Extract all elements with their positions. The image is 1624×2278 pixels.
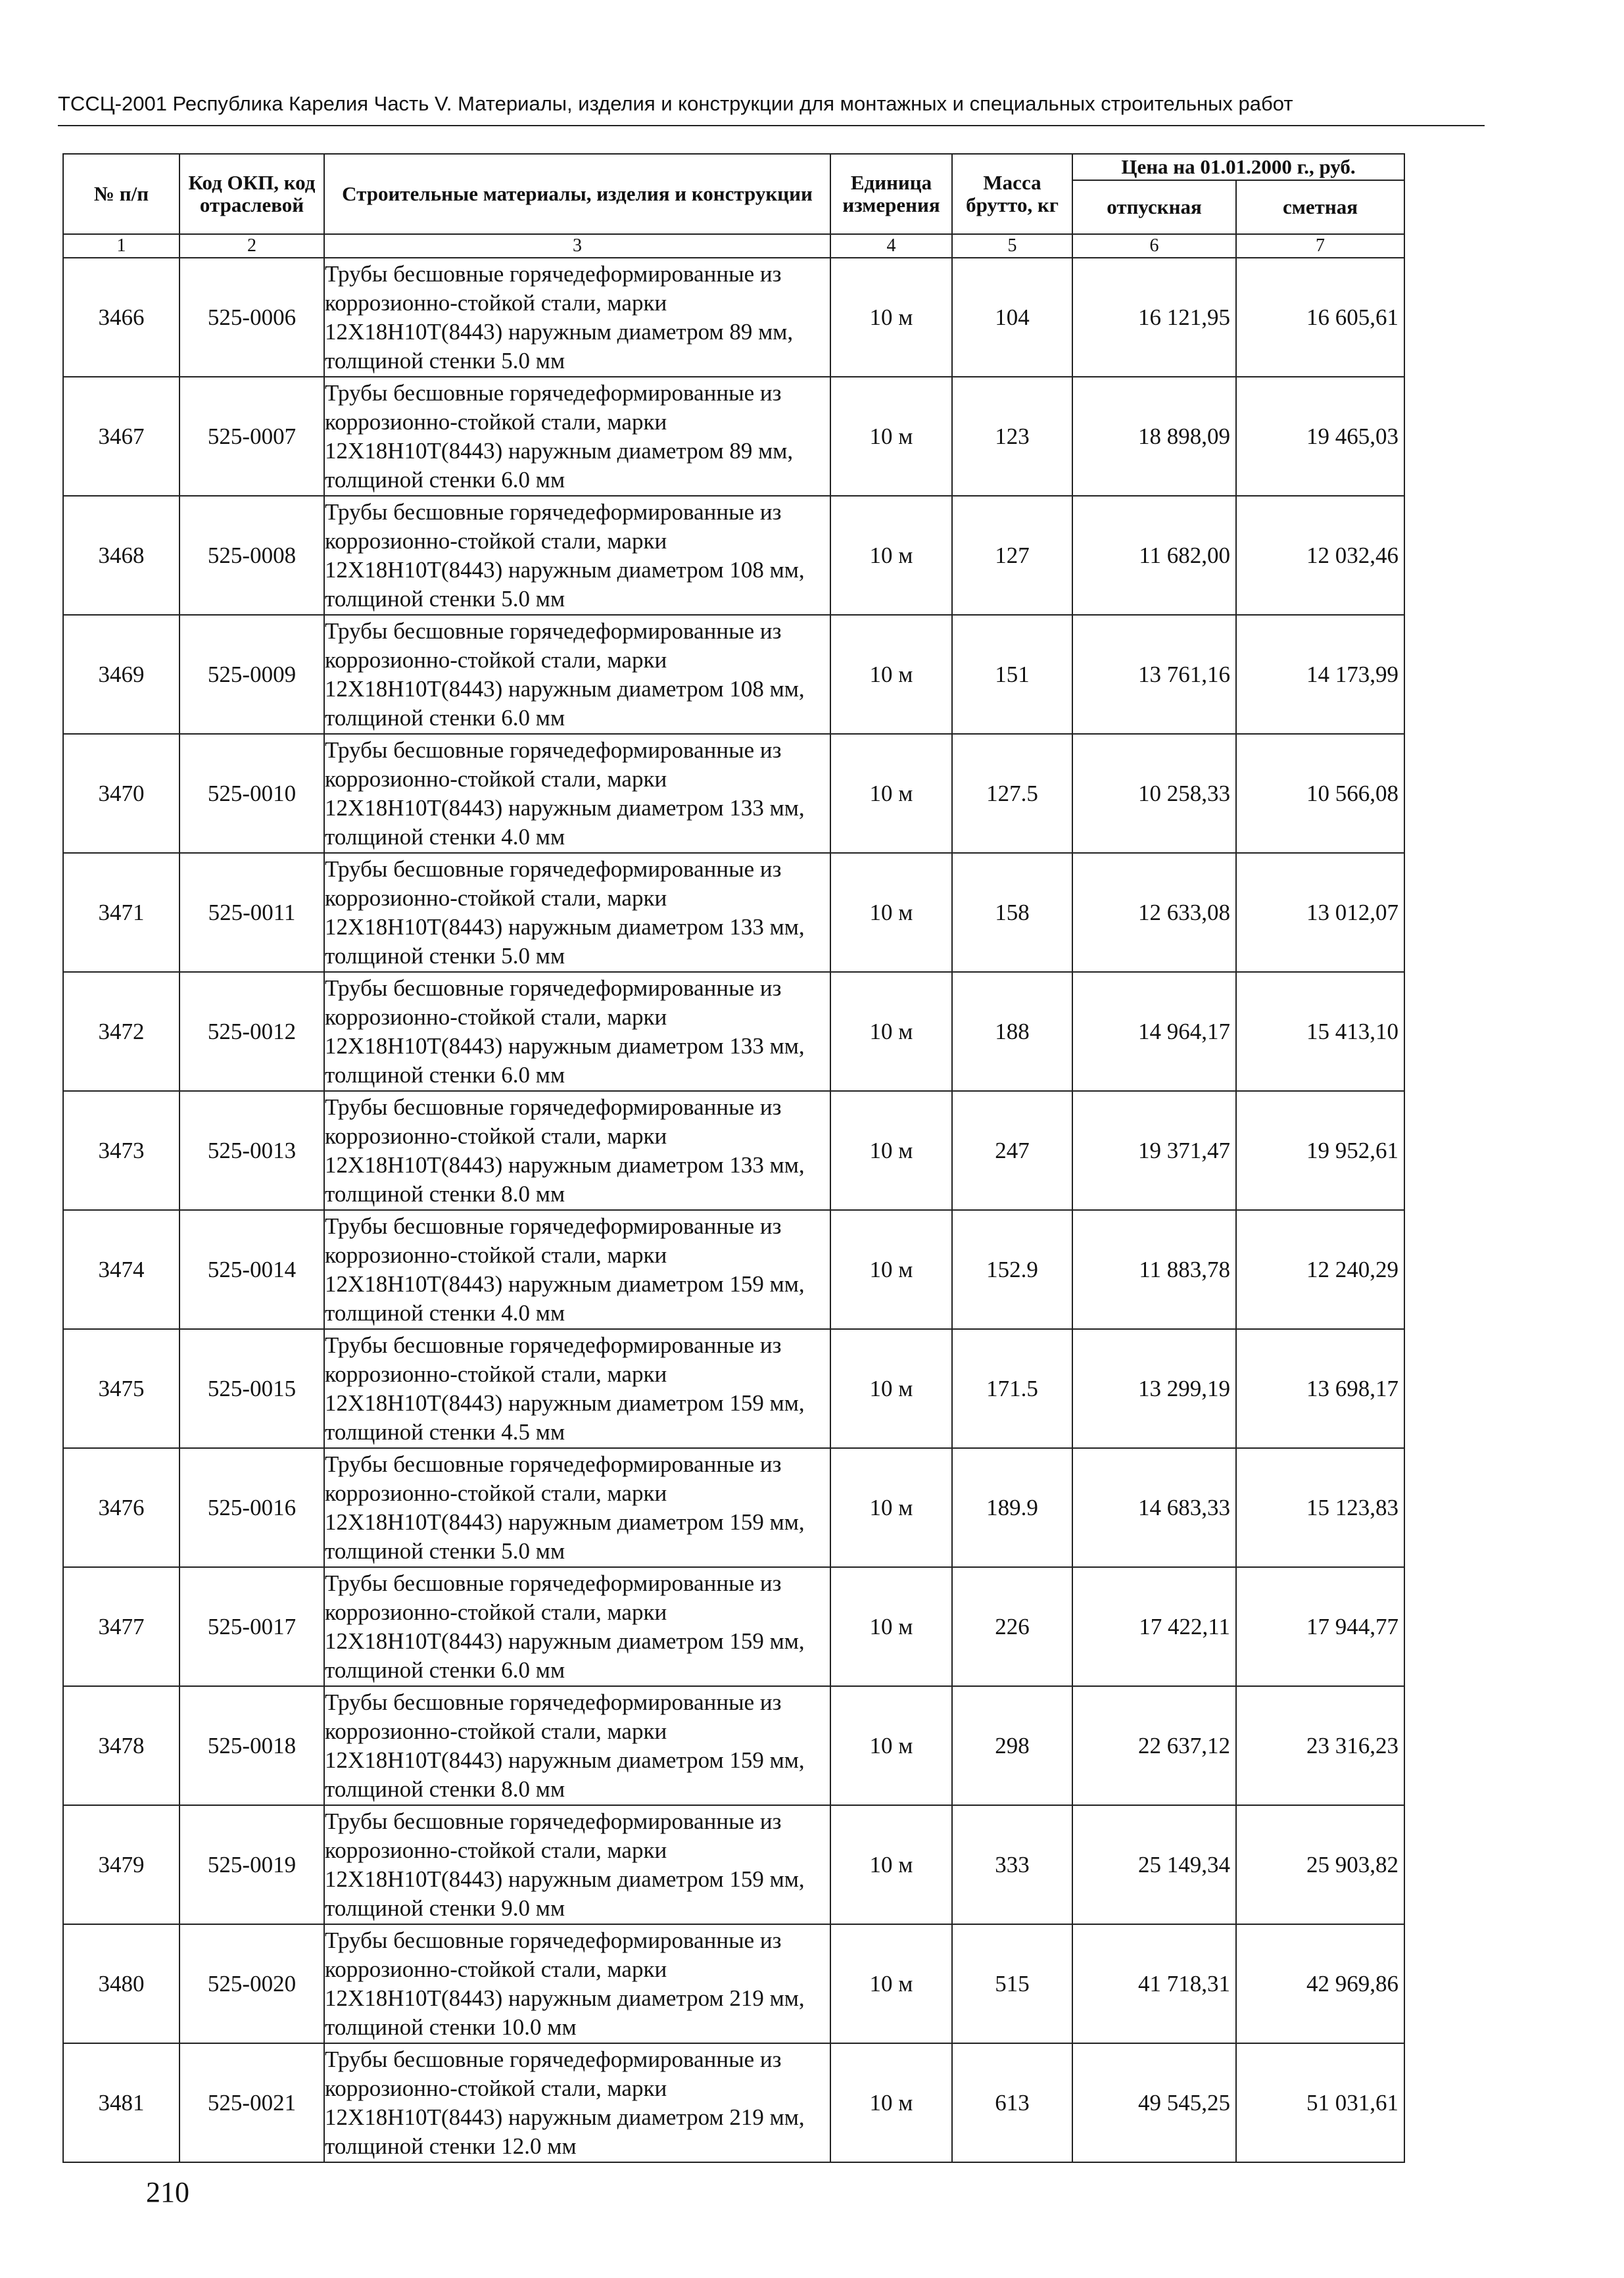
row-price-estimate: 13 698,17 bbox=[1236, 1329, 1404, 1448]
row-price-sale: 19 371,47 bbox=[1072, 1091, 1236, 1210]
row-unit: 10 м bbox=[830, 1448, 952, 1567]
row-price-estimate: 19 465,03 bbox=[1236, 377, 1404, 496]
row-code: 525-0020 bbox=[179, 1924, 324, 2043]
row-unit: 10 м bbox=[830, 1567, 952, 1686]
col-header-unit: Единица измерения bbox=[830, 154, 952, 234]
col-header-price-est: сметная bbox=[1236, 180, 1404, 234]
row-code: 525-0012 bbox=[179, 972, 324, 1091]
row-price-sale: 13 761,16 bbox=[1072, 615, 1236, 734]
row-price-sale: 12 633,08 bbox=[1072, 853, 1236, 972]
row-mass: 152.9 bbox=[952, 1210, 1072, 1329]
row-description: Трубы бесшовные горячедеформированные из коррозионно-стойкой стали, марки 12Х18Н10Т(8443) наружным диаметром 89 мм, толщиной стенки 6.0 мм bbox=[324, 377, 830, 496]
row-description: Трубы бесшовные горячедеформированные из коррозионно-стойкой стали, марки 12Х18Н10Т(8443) наружным диаметром 159 мм, толщиной стенки 4.0 мм bbox=[324, 1210, 830, 1329]
row-number: 3476 bbox=[63, 1448, 179, 1567]
row-description: Трубы бесшовные горячедеформированные из коррозионно-стойкой стали, марки 12Х18Н10Т(8443) наружным диаметром 89 мм, толщиной стенки 5.0 мм bbox=[324, 258, 830, 377]
row-description: Трубы бесшовные горячедеформированные из коррозионно-стойкой стали, марки 12Х18Н10Т(8443) наружным диаметром 159 мм, толщиной стенки 4.5 мм bbox=[324, 1329, 830, 1448]
row-number: 3475 bbox=[63, 1329, 179, 1448]
col-number: 5 bbox=[952, 234, 1072, 258]
table-row bbox=[63, 1448, 1404, 1567]
row-unit: 10 м bbox=[830, 1805, 952, 1924]
row-description: Трубы бесшовные горячедеформированные из коррозионно-стойкой стали, марки 12Х18Н10Т(8443) наружным диаметром 159 мм, толщиной стенки 5.0 мм bbox=[324, 1448, 830, 1567]
row-number: 3480 bbox=[63, 1924, 179, 2043]
table-row bbox=[63, 1567, 1404, 1686]
col-header-price-group: Цена на 01.01.2000 г., руб. bbox=[1072, 154, 1404, 180]
row-number: 3467 bbox=[63, 377, 179, 496]
row-mass: 247 bbox=[952, 1091, 1072, 1210]
table-row bbox=[63, 2043, 1404, 2162]
row-description: Трубы бесшовные горячедеформированные из коррозионно-стойкой стали, марки 12Х18Н10Т(8443) наружным диаметром 133 мм, толщиной стенки 4.0 мм bbox=[324, 734, 830, 853]
row-mass: 171.5 bbox=[952, 1329, 1072, 1448]
row-price-estimate: 51 031,61 bbox=[1236, 2043, 1404, 2162]
row-mass: 127 bbox=[952, 496, 1072, 615]
row-price-sale: 49 545,25 bbox=[1072, 2043, 1236, 2162]
row-mass: 104 bbox=[952, 258, 1072, 377]
row-unit: 10 м bbox=[830, 2043, 952, 2162]
row-unit: 10 м bbox=[830, 1686, 952, 1805]
row-price-sale: 41 718,31 bbox=[1072, 1924, 1236, 2043]
row-price-sale: 25 149,34 bbox=[1072, 1805, 1236, 1924]
row-mass: 158 bbox=[952, 853, 1072, 972]
row-unit: 10 м bbox=[830, 972, 952, 1091]
row-number: 3478 bbox=[63, 1686, 179, 1805]
row-number: 3472 bbox=[63, 972, 179, 1091]
row-price-sale: 14 964,17 bbox=[1072, 972, 1236, 1091]
row-price-sale: 17 422,11 bbox=[1072, 1567, 1236, 1686]
row-mass: 515 bbox=[952, 1924, 1072, 2043]
row-mass: 188 bbox=[952, 972, 1072, 1091]
row-price-sale: 14 683,33 bbox=[1072, 1448, 1236, 1567]
row-code: 525-0006 bbox=[179, 258, 324, 377]
col-number: 3 bbox=[324, 234, 830, 258]
table-row bbox=[63, 1210, 1404, 1329]
row-description: Трубы бесшовные горячедеформированные из коррозионно-стойкой стали, марки 12Х18Н10Т(8443) наружным диаметром 108 мм, толщиной стенки 5.0 мм bbox=[324, 496, 830, 615]
row-description: Трубы бесшовные горячедеформированные из коррозионно-стойкой стали, марки 12Х18Н10Т(8443) наружным диаметром 159 мм, толщиной стенки 8.0 мм bbox=[324, 1686, 830, 1805]
row-number: 3470 bbox=[63, 734, 179, 853]
row-number: 3469 bbox=[63, 615, 179, 734]
row-number: 3479 bbox=[63, 1805, 179, 1924]
row-price-estimate: 42 969,86 bbox=[1236, 1924, 1404, 2043]
row-price-estimate: 13 012,07 bbox=[1236, 853, 1404, 972]
row-code: 525-0018 bbox=[179, 1686, 324, 1805]
row-number: 3471 bbox=[63, 853, 179, 972]
row-number: 3468 bbox=[63, 496, 179, 615]
col-number: 1 bbox=[63, 234, 179, 258]
table-row bbox=[63, 972, 1404, 1091]
col-header-price-sale: отпускная bbox=[1072, 180, 1236, 234]
row-price-sale: 22 637,12 bbox=[1072, 1686, 1236, 1805]
header-rule bbox=[58, 125, 1485, 126]
row-price-estimate: 10 566,08 bbox=[1236, 734, 1404, 853]
table-row bbox=[63, 1805, 1404, 1924]
row-price-estimate: 12 032,46 bbox=[1236, 496, 1404, 615]
row-description: Трубы бесшовные горячедеформированные из коррозионно-стойкой стали, марки 12Х18Н10Т(8443) наружным диаметром 133 мм, толщиной стенки 8.0 мм bbox=[324, 1091, 830, 1210]
row-price-sale: 16 121,95 bbox=[1072, 258, 1236, 377]
col-header-no: № п/п bbox=[63, 154, 179, 234]
row-code: 525-0016 bbox=[179, 1448, 324, 1567]
row-mass: 226 bbox=[952, 1567, 1072, 1686]
row-price-sale: 10 258,33 bbox=[1072, 734, 1236, 853]
row-price-estimate: 19 952,61 bbox=[1236, 1091, 1404, 1210]
row-price-estimate: 14 173,99 bbox=[1236, 615, 1404, 734]
row-mass: 123 bbox=[952, 377, 1072, 496]
row-number: 3481 bbox=[63, 2043, 179, 2162]
row-price-estimate: 23 316,23 bbox=[1236, 1686, 1404, 1805]
price-table bbox=[62, 153, 1405, 2163]
row-description: Трубы бесшовные горячедеформированные из коррозионно-стойкой стали, марки 12Х18Н10Т(8443) наружным диаметром 219 мм, толщиной стенки 12.0 мм bbox=[324, 2043, 830, 2162]
row-description: Трубы бесшовные горячедеформированные из коррозионно-стойкой стали, марки 12Х18Н10Т(8443) наружным диаметром 108 мм, толщиной стенки 6.0 мм bbox=[324, 615, 830, 734]
row-description: Трубы бесшовные горячедеформированные из коррозионно-стойкой стали, марки 12Х18Н10Т(8443) наружным диаметром 133 мм, толщиной стенки 6.0 мм bbox=[324, 972, 830, 1091]
row-price-estimate: 12 240,29 bbox=[1236, 1210, 1404, 1329]
row-mass: 151 bbox=[952, 615, 1072, 734]
row-mass: 298 bbox=[952, 1686, 1072, 1805]
table-row bbox=[63, 615, 1404, 734]
table-row bbox=[63, 853, 1404, 972]
row-price-estimate: 15 413,10 bbox=[1236, 972, 1404, 1091]
col-number: 7 bbox=[1236, 234, 1404, 258]
row-unit: 10 м bbox=[830, 1210, 952, 1329]
row-unit: 10 м bbox=[830, 1924, 952, 2043]
col-number: 6 bbox=[1072, 234, 1236, 258]
row-description: Трубы бесшовные горячедеформированные из коррозионно-стойкой стали, марки 12Х18Н10Т(8443) наружным диаметром 159 мм, толщиной стенки 9.0 мм bbox=[324, 1805, 830, 1924]
table-row bbox=[63, 496, 1404, 615]
row-code: 525-0010 bbox=[179, 734, 324, 853]
table-row bbox=[63, 377, 1404, 496]
row-number: 3474 bbox=[63, 1210, 179, 1329]
row-description: Трубы бесшовные горячедеформированные из коррозионно-стойкой стали, марки 12Х18Н10Т(8443) наружным диаметром 159 мм, толщиной стенки 6.0 мм bbox=[324, 1567, 830, 1686]
row-code: 525-0009 bbox=[179, 615, 324, 734]
table-row bbox=[63, 1329, 1404, 1448]
row-unit: 10 м bbox=[830, 377, 952, 496]
page-number: 210 bbox=[146, 2176, 189, 2208]
row-code: 525-0008 bbox=[179, 496, 324, 615]
row-number: 3466 bbox=[63, 258, 179, 377]
row-code: 525-0017 bbox=[179, 1567, 324, 1686]
row-code: 525-0015 bbox=[179, 1329, 324, 1448]
row-price-estimate: 16 605,61 bbox=[1236, 258, 1404, 377]
row-mass: 333 bbox=[952, 1805, 1072, 1924]
table-row bbox=[63, 1686, 1404, 1805]
col-header-code: Код ОКП, код отраслевой bbox=[179, 154, 324, 234]
page-header: ТССЦ-2001 Республика Карелия Часть V. Материалы, изделия и конструкции для монтажных и специальных строительных работ bbox=[58, 92, 1293, 115]
col-number: 4 bbox=[830, 234, 952, 258]
row-unit: 10 м bbox=[830, 1329, 952, 1448]
row-code: 525-0021 bbox=[179, 2043, 324, 2162]
row-number: 3473 bbox=[63, 1091, 179, 1210]
row-mass: 613 bbox=[952, 2043, 1072, 2162]
table-row bbox=[63, 258, 1404, 377]
row-price-estimate: 17 944,77 bbox=[1236, 1567, 1404, 1686]
row-number: 3477 bbox=[63, 1567, 179, 1686]
row-unit: 10 м bbox=[830, 615, 952, 734]
row-price-estimate: 25 903,82 bbox=[1236, 1805, 1404, 1924]
col-header-mass: Масса брутто, кг bbox=[952, 154, 1072, 234]
row-price-sale: 11 883,78 bbox=[1072, 1210, 1236, 1329]
row-unit: 10 м bbox=[830, 1091, 952, 1210]
row-price-sale: 11 682,00 bbox=[1072, 496, 1236, 615]
row-code: 525-0013 bbox=[179, 1091, 324, 1210]
col-header-desc: Строительные материалы, изделия и конструкции bbox=[324, 154, 830, 234]
row-description: Трубы бесшовные горячедеформированные из коррозионно-стойкой стали, марки 12Х18Н10Т(8443) наружным диаметром 133 мм, толщиной стенки 5.0 мм bbox=[324, 853, 830, 972]
row-code: 525-0007 bbox=[179, 377, 324, 496]
row-description: Трубы бесшовные горячедеформированные из коррозионно-стойкой стали, марки 12Х18Н10Т(8443) наружным диаметром 219 мм, толщиной стенки 10.0 мм bbox=[324, 1924, 830, 2043]
row-code: 525-0011 bbox=[179, 853, 324, 972]
col-number: 2 bbox=[179, 234, 324, 258]
table-row bbox=[63, 1091, 1404, 1210]
row-price-sale: 13 299,19 bbox=[1072, 1329, 1236, 1448]
row-unit: 10 м bbox=[830, 734, 952, 853]
row-unit: 10 м bbox=[830, 258, 952, 377]
row-unit: 10 м bbox=[830, 496, 952, 615]
row-code: 525-0014 bbox=[179, 1210, 324, 1329]
table-row bbox=[63, 734, 1404, 853]
row-code: 525-0019 bbox=[179, 1805, 324, 1924]
row-mass: 189.9 bbox=[952, 1448, 1072, 1567]
table-row bbox=[63, 1924, 1404, 2043]
row-price-estimate: 15 123,83 bbox=[1236, 1448, 1404, 1567]
row-price-sale: 18 898,09 bbox=[1072, 377, 1236, 496]
row-unit: 10 м bbox=[830, 853, 952, 972]
row-mass: 127.5 bbox=[952, 734, 1072, 853]
